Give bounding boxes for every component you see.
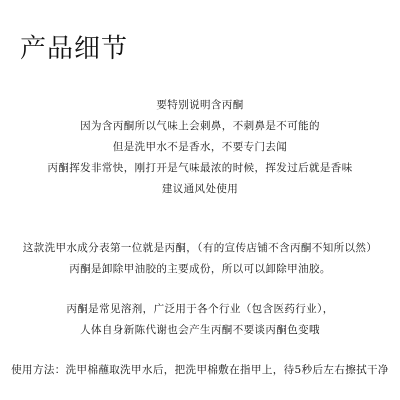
note-line-2: 因为含丙酮所以气味上会刺鼻，不刺鼻是不可能的: [80, 120, 320, 132]
ingredient-line-2: 丙酮是卸除甲油胶的主要成份，所以可以卸除甲油胶。: [69, 263, 331, 275]
note-line-3: 但是洗甲水不是香水，不要专门去闻: [112, 141, 288, 153]
note-line-4: 丙酮挥发非常快，刚打开是气味最浓的时候，挥发过后就是香味: [47, 162, 353, 174]
note-line-1: 要特别说明含丙酮: [156, 99, 244, 111]
solvent-line-2: 人体自身新陈代谢也会产生丙酮不要谈丙酮色变哦: [80, 324, 320, 336]
ingredient-line-1: 这款洗甲水成分表第一位就是丙酮，（有的宣传店铺不含丙酮不知所以然）: [22, 242, 378, 254]
note-line-5: 建议通风处使用: [161, 183, 239, 195]
page-title: 产品细节: [20, 34, 129, 64]
usage-line: 使用方法：洗甲棉蘸取洗甲水后，把洗甲棉敷在指甲上，待5秒后左右擦拭干净: [11, 364, 389, 376]
solvent-line-1: 丙酮是常见溶剂，广泛用于各个行业（包含医药行业），: [66, 303, 334, 315]
